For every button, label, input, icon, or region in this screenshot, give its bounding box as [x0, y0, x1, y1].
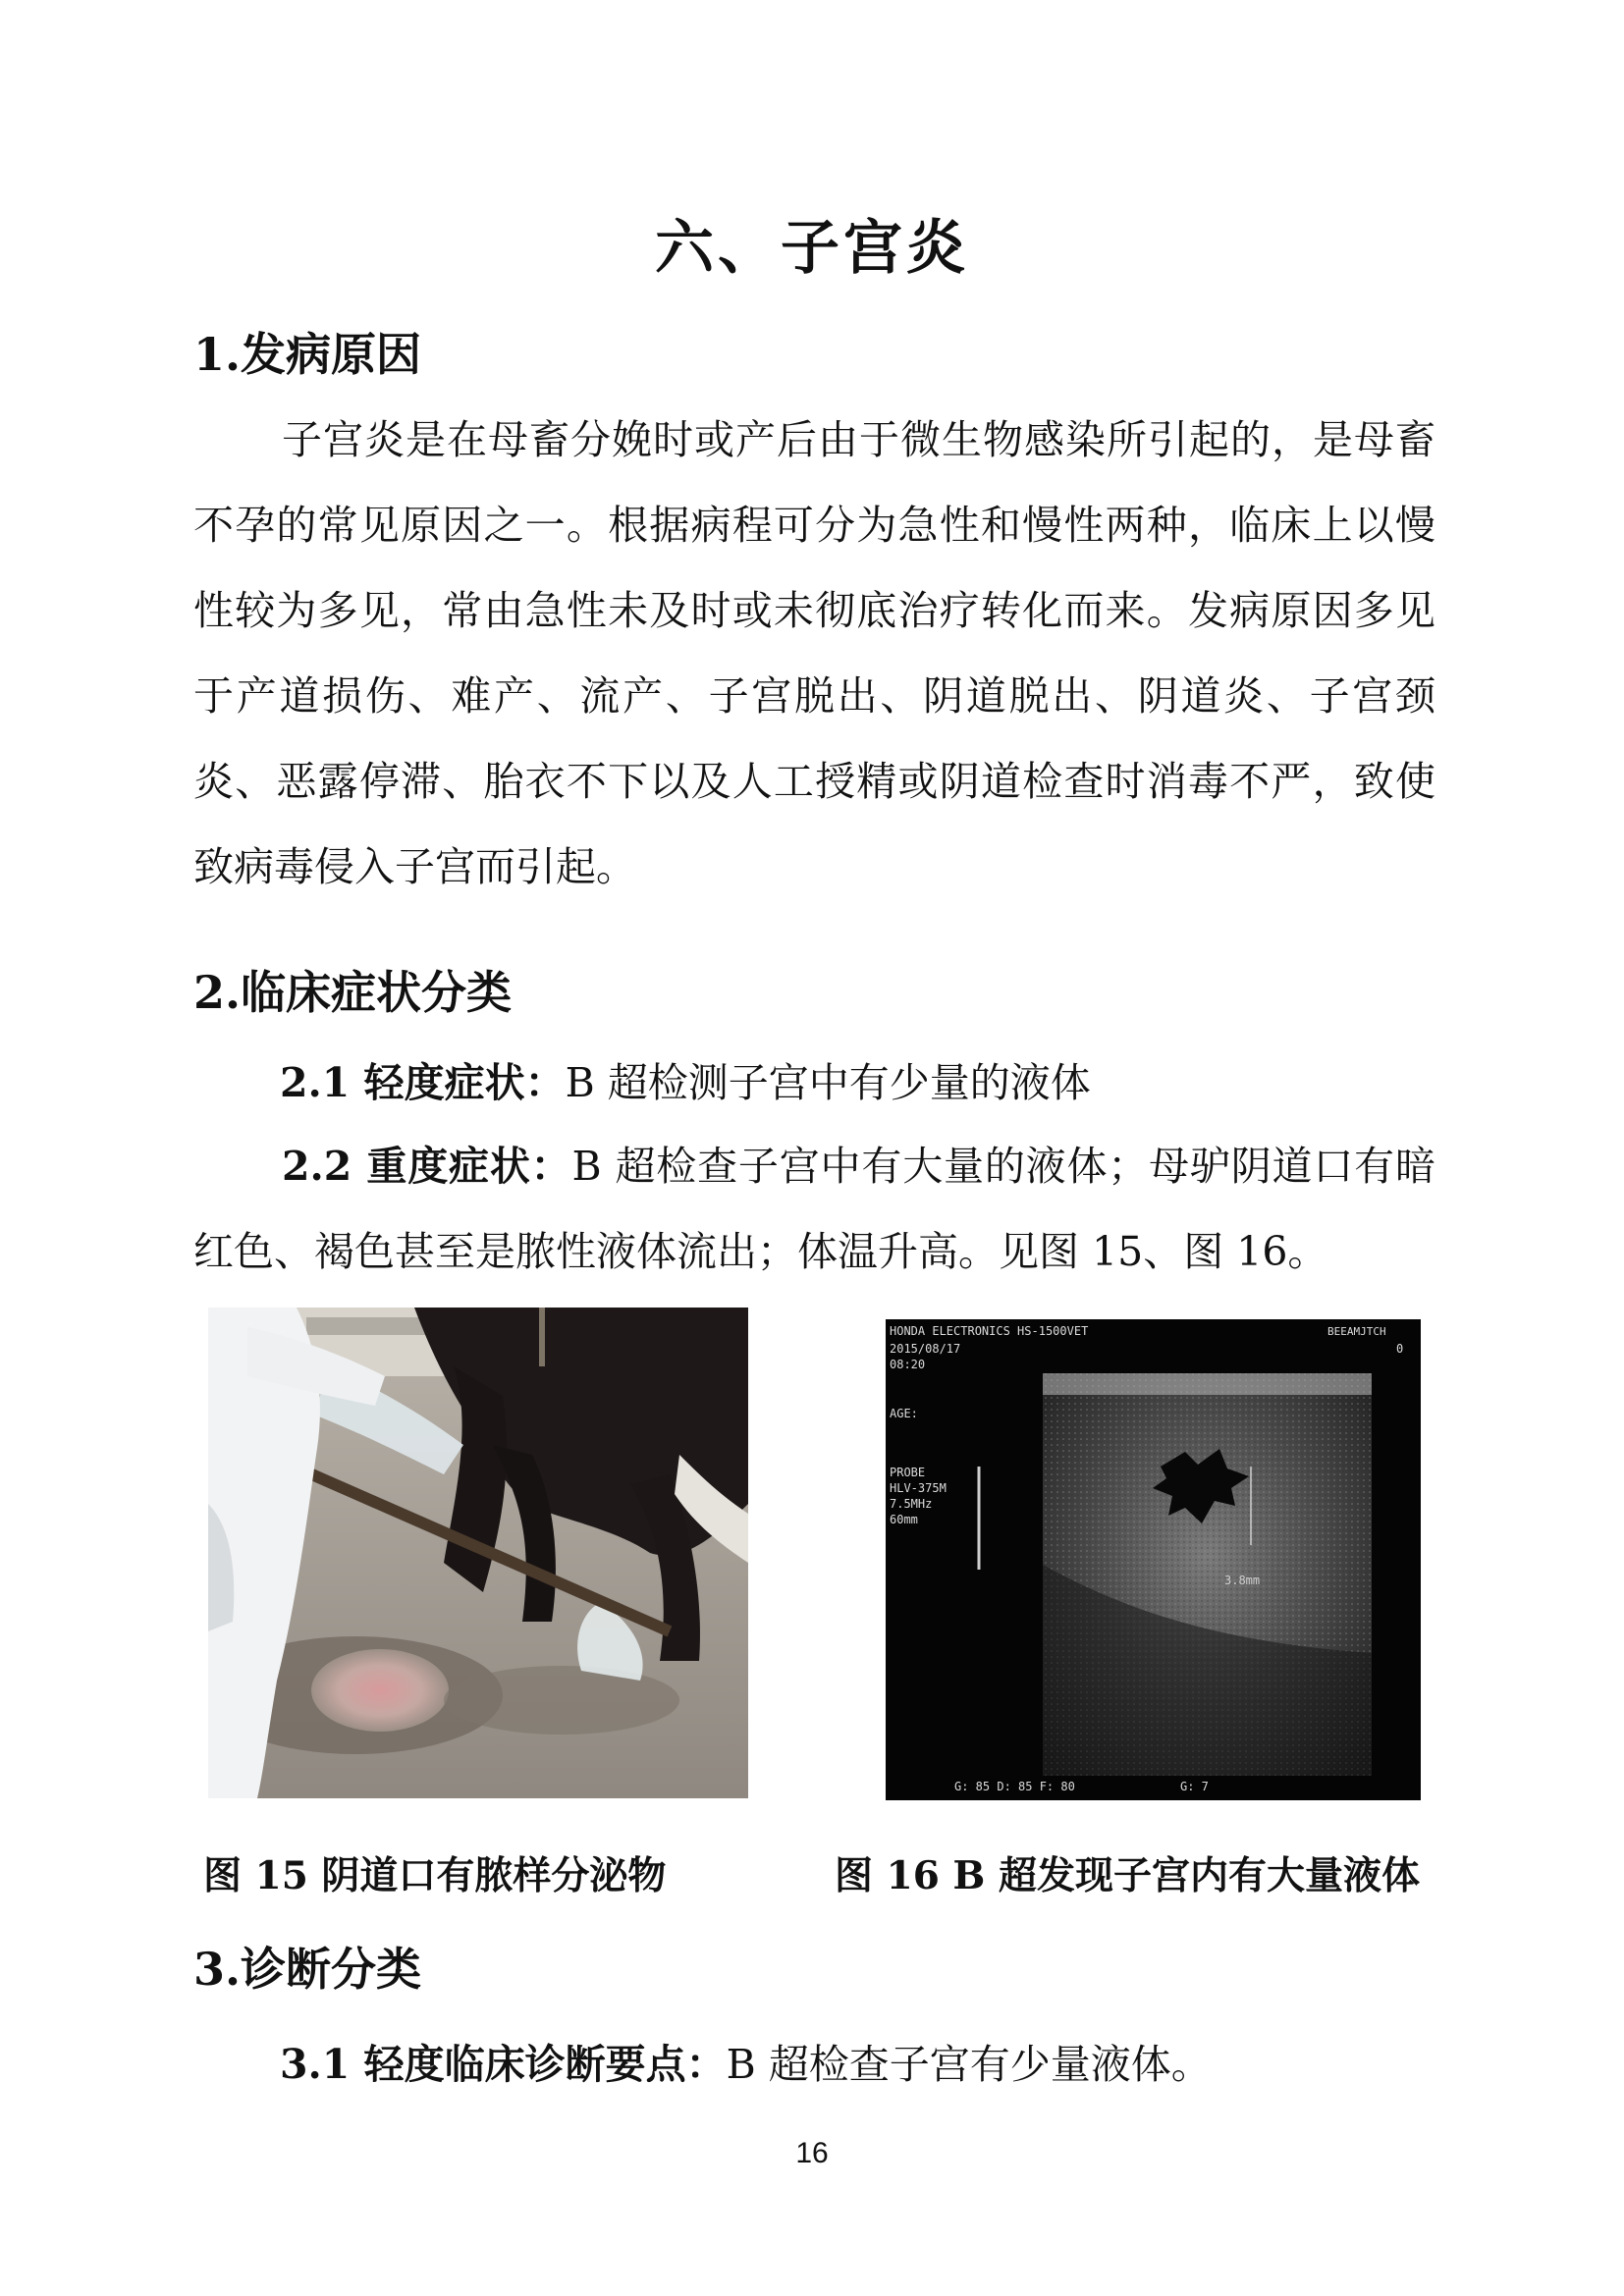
symptom-mild — [280, 1050, 1091, 1108]
us-probe-freq: 7.5MHz — [890, 1497, 933, 1511]
us-measurement: 3.8mm — [1224, 1574, 1261, 1587]
section-heading-causes: 1.发病原因 — [193, 328, 422, 381]
us-right-top: BEEAMJTCH — [1327, 1325, 1386, 1338]
us-right-zero: 0 — [1396, 1342, 1404, 1356]
us-depth: 60mm — [890, 1513, 918, 1526]
section-heading-diagnosis: 3.诊断分类 — [193, 1943, 422, 1996]
symptom-mild-text: B 超检测子宫中有少量的液体 — [565, 1059, 1091, 1106]
us-probe-label: PROBE — [890, 1466, 926, 1479]
figure-16-ultrasound — [886, 1319, 1421, 1800]
diagnosis-mild-label: 3.1 轻度临床诊断要点： — [280, 2041, 727, 2088]
us-bottom-left: G: 85 D: 85 F: 80 — [954, 1780, 1075, 1793]
figure-15-caption: 图 15 阴道口有脓样分泌物 — [203, 1853, 667, 1898]
diagnosis-mild-text: B 超检查子宫有少量液体。 — [726, 2041, 1212, 2088]
causes-paragraph: 子宫炎是在母畜分娩时或产后由于微生物感染所引起的，是母畜不孕的常见原因之一。根据病程可分为急性和慢性两种，临床上以慢性较为多见，常由急性未及时或未彻底治疗转化而来。发病原因多见于产道损伤、难产、流产、子宫脱出、阴道脱出、阴道炎、子宫颈炎、恶露停滞、胎衣不下以及人工授精或阴道检查时消毒不严，致使致病毒侵入子宫而引起。 — [193, 416, 1435, 890]
us-time: 08:20 — [890, 1358, 926, 1371]
us-probe-model: HLV-375M — [890, 1481, 947, 1495]
us-bottom-right: G: 7 — [1180, 1780, 1209, 1793]
page-number: 16 — [795, 2137, 829, 2169]
symptom-mild-label: 2.1 轻度症状： — [280, 1059, 566, 1106]
diagnosis-mild — [280, 2032, 1212, 2090]
symptom-severe-label: 2.2 重度症状： — [282, 1143, 572, 1190]
figure-16-caption: 图 16 B 超发现子宫内有大量液体 — [835, 1853, 1420, 1898]
symptom-severe-text: B 超检查子宫中有大量的液体；母驴阴道口有暗红色、褐色甚至是脓性液体流出；体温升高。见图 15、图 16。 — [193, 1143, 1435, 1275]
us-age: AGE: — [890, 1407, 918, 1420]
us-date: 2015/08/17 — [890, 1342, 961, 1356]
symptom-severe — [193, 1124, 1435, 1295]
figure-15-photo — [208, 1308, 748, 1798]
us-brand: HONDA ELECTRONICS HS-1500VET — [890, 1324, 1089, 1338]
section-heading-symptoms: 2.临床症状分类 — [193, 966, 513, 1019]
page-title: 六、子宫炎 — [655, 214, 969, 283]
